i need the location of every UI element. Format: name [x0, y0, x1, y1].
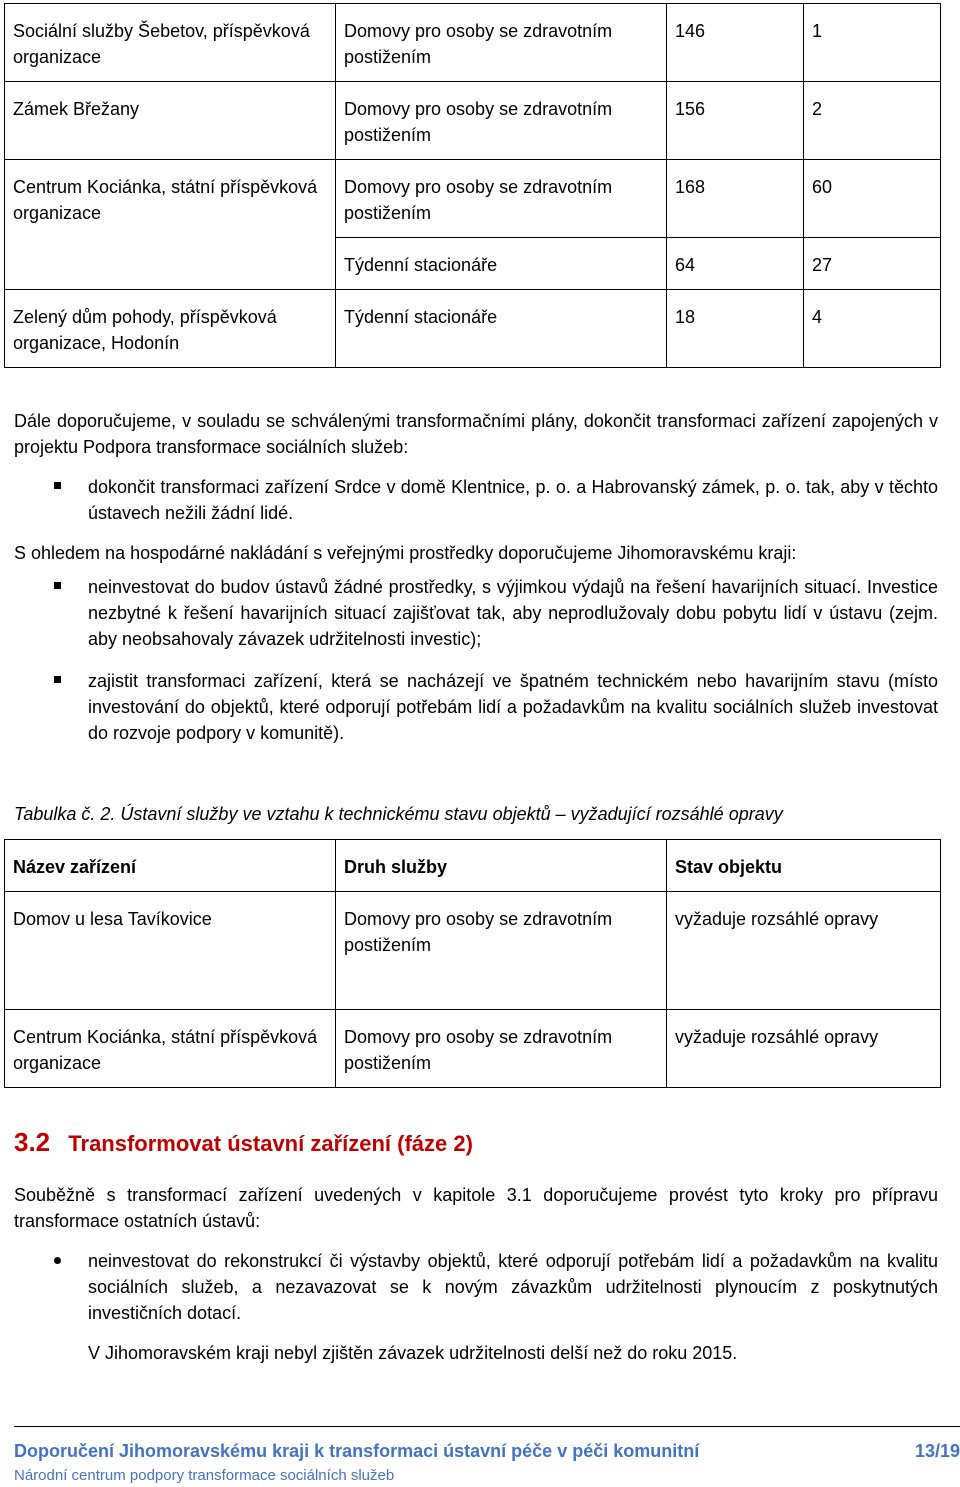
service-type: Týdenní stacionáře	[336, 290, 667, 368]
square-bullet-icon	[54, 482, 61, 489]
table-row	[5, 160, 941, 238]
section-number: 3.2	[14, 1127, 51, 1157]
capacity-value: 64	[667, 238, 804, 290]
capacity-value: 18	[667, 290, 804, 368]
footer-divider	[14, 1426, 960, 1427]
column-header: Stav objektu	[667, 840, 941, 892]
technical-state-table	[4, 839, 941, 1088]
section-title: Transformovat ústavní zařízení (fáze 2)	[68, 1131, 473, 1156]
square-bullet-icon	[54, 582, 61, 589]
round-bullet-icon	[54, 1257, 61, 1264]
footer-title: Doporučení Jihomoravskému kraji k transformaci ústavní péče v péči komunitní	[14, 1441, 700, 1461]
column-header: Druh služby	[336, 840, 667, 892]
table-caption: Tabulka č. 2. Ústavní služby ve vztahu k technickému stavu objektů – vyžadující rozsáhlé opravy	[14, 804, 783, 824]
count-value: 1	[804, 4, 941, 82]
count-value: 2	[804, 82, 941, 160]
table-header-row	[5, 840, 941, 892]
facility-name: Zámek Břežany	[5, 82, 336, 160]
paragraph-economy: S ohledem na hospodárné nakládání s veřejnými prostředky doporučujeme Jihomoravskému kraji:	[14, 543, 797, 563]
service-type: Domovy pro osoby se zdravotním postižením	[336, 4, 667, 82]
table-row	[5, 290, 941, 368]
bullet-item: dokončit transformaci zařízení Srdce v domě Klentnice, p. o. a Habrovanský zámek, p. o. tak, aby v těchto ústavech nežili žádní lidé.	[88, 477, 938, 523]
facility-name: Centrum Kociánka, státní příspěvková organizace	[5, 160, 336, 290]
facility-name: Centrum Kociánka, státní příspěvková organizace	[5, 1010, 336, 1088]
table-row	[5, 4, 941, 82]
service-type: Týdenní stacionáře	[336, 238, 667, 290]
building-state: vyžaduje rozsáhlé opravy	[667, 892, 941, 1010]
building-state: vyžaduje rozsáhlé opravy	[667, 1010, 941, 1088]
square-bullet-icon	[54, 676, 61, 683]
count-value: 4	[804, 290, 941, 368]
count-value: 27	[804, 238, 941, 290]
section-heading	[14, 1127, 473, 1158]
facility-name: Zelený dům pohody, příspěvková organizace, Hodonín	[5, 290, 336, 368]
service-type: Domovy pro osoby se zdravotním postižením	[336, 82, 667, 160]
service-type: Domovy pro osoby se zdravotním postižením	[336, 892, 667, 1010]
paragraph-parallel: Souběžně s transformací zařízení uvedených v kapitole 3.1 doporučujeme provést tyto kroky pro přípravu transformace ostatních ústavů:	[14, 1185, 938, 1231]
service-type: Domovy pro osoby se zdravotním postižením	[336, 1010, 667, 1088]
page-number: 13/19	[914, 1441, 960, 1461]
service-type: Domovy pro osoby se zdravotním postižením	[336, 160, 667, 238]
facilities-table	[4, 3, 941, 368]
capacity-value: 156	[667, 82, 804, 160]
footer-organization: Národní centrum podpory transformace sociálních služeb	[14, 1467, 395, 1484]
footer-title-row	[14, 1441, 960, 1462]
bullet-item: neinvestovat do rekonstrukcí či výstavby objektů, které odporují potřebám lidí a požadavkům na kvalitu sociálních služeb, a nezavazovat se k novým závazkům udržitelnosti plynoucím z poskytnutých investičních dotací.	[88, 1251, 938, 1323]
capacity-value: 168	[667, 160, 804, 238]
table-row	[5, 82, 941, 160]
bullet-item: zajistit transformaci zařízení, která se nacházejí ve špatném technickém nebo havarijním stavu (místo investování do objektů, které odporují potřebám lidí a požadavkům na kvalitu sociálních služeb investovat do rozvoje podpory v komunitě).	[88, 671, 938, 743]
bullet-item: neinvestovat do budov ústavů žádné prostředky, s výjimkou výdajů na řešení havarijních situací. Investice nezbytné k řešení havarijních situací zajišťovat tak, aby neprodlužovaly dobu pobytu lidí v ústavu (zejm. aby neobsahovaly závazek udržitelnosti investic);	[88, 577, 938, 649]
capacity-value: 146	[667, 4, 804, 82]
count-value: 60	[804, 160, 941, 238]
facility-name: Sociální služby Šebetov, příspěvková organizace	[5, 4, 336, 82]
paragraph-recommendation: Dále doporučujeme, v souladu se schválenými transformačními plány, dokončit transformaci zařízení zapojených v projektu Podpora transformace sociálních služeb:	[14, 411, 938, 457]
table-row	[5, 1010, 941, 1088]
column-header: Název zařízení	[5, 840, 336, 892]
facility-name: Domov u lesa Tavíkovice	[5, 892, 336, 1010]
table-row	[5, 892, 941, 1010]
paragraph-note: V Jihomoravském kraji nebyl zjištěn závazek udržitelnosti delší než do roku 2015.	[88, 1343, 738, 1363]
